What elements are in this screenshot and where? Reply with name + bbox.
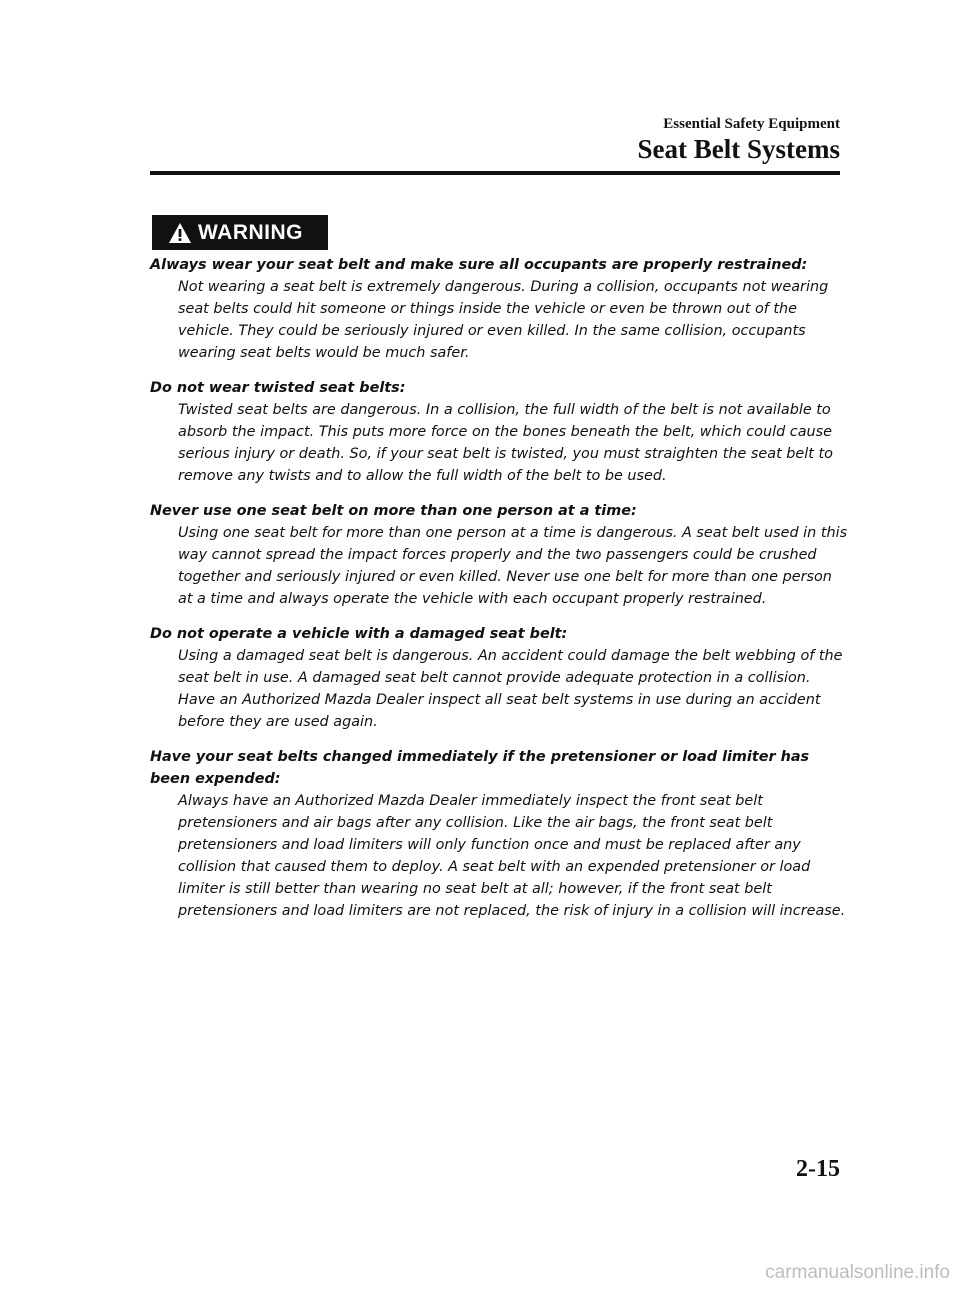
- item-heading: Never use one seat belt on more than one person at a time:: [150, 503, 637, 519]
- warning-triangle-icon: [168, 222, 192, 244]
- item-body: Always have an Authorized Mazda Dealer immediately inspect the front seat belt pretensioners and air bags after any collision. Like the air bags, the front seat belt pretensioners and load limiters will only function once and must be replaced after any collision that caused them to deploy. A seat belt with an expended pretensioner or load limiter is still better than wearing no seat belt at all; however, if the front seat belt pretensioners and load limiters are not replaced, the risk of injury in a collision will increase.: [178, 793, 846, 919]
- warning-item: [150, 500, 850, 610]
- watermark: carmanualsonline.info: [765, 1262, 950, 1283]
- item-body: Twisted seat belts are dangerous. In a collision, the full width of the belt is not available to absorb the impact. This puts more force on the bones beneath the belt, which could cause serious injury or death. So, if your seat belt is twisted, you must straighten the seat belt to remove any twists and to allow the full width of the belt to be used.: [178, 402, 833, 484]
- warning-badge: [152, 215, 328, 250]
- item-body: Not wearing a seat belt is extremely dangerous. During a collision, occupants not wearing seat belts could hit someone or things inside the vehicle or even be thrown out of the vehicle. They could be seriously injured or even killed. In the same collision, occupants wearing seat belts would be much safer.: [178, 279, 829, 361]
- item-body: Using one seat belt for more than one person at a time is dangerous. A seat belt used in this way cannot spread the impact forces properly and the two passengers could be crushed together and seriously injured or even killed. Never use one belt for more than one person at a time and always operate the vehicle with each occupant properly restrained.: [178, 525, 848, 607]
- header-divider: [150, 171, 840, 175]
- item-heading: Always wear your seat belt and make sure all occupants are properly restrained:: [150, 257, 808, 273]
- warning-item: [150, 746, 850, 922]
- section-label: Essential Safety Equipment: [663, 116, 840, 132]
- warning-item: [150, 254, 850, 364]
- item-heading: Do not operate a vehicle with a damaged seat belt:: [150, 626, 568, 642]
- page-title: Seat Belt Systems: [637, 134, 840, 164]
- page-number: 2-15: [796, 1156, 840, 1182]
- warning-item: [150, 377, 850, 487]
- item-body: Using a damaged seat belt is dangerous. An accident could damage the belt webbing of the seat belt in use. A damaged seat belt cannot provide adequate protection in a collision. Have an Authorized Mazda Dealer inspect all seat belt systems in use during an accident before they are used again.: [178, 648, 843, 730]
- warning-item: [150, 623, 850, 733]
- warning-label: WARNING: [198, 220, 303, 244]
- item-heading: Do not wear twisted seat belts:: [150, 380, 406, 396]
- warning-content: [150, 254, 850, 935]
- item-heading: Have your seat belts changed immediately if the pretensioner or load limiter has been expended:: [150, 749, 810, 787]
